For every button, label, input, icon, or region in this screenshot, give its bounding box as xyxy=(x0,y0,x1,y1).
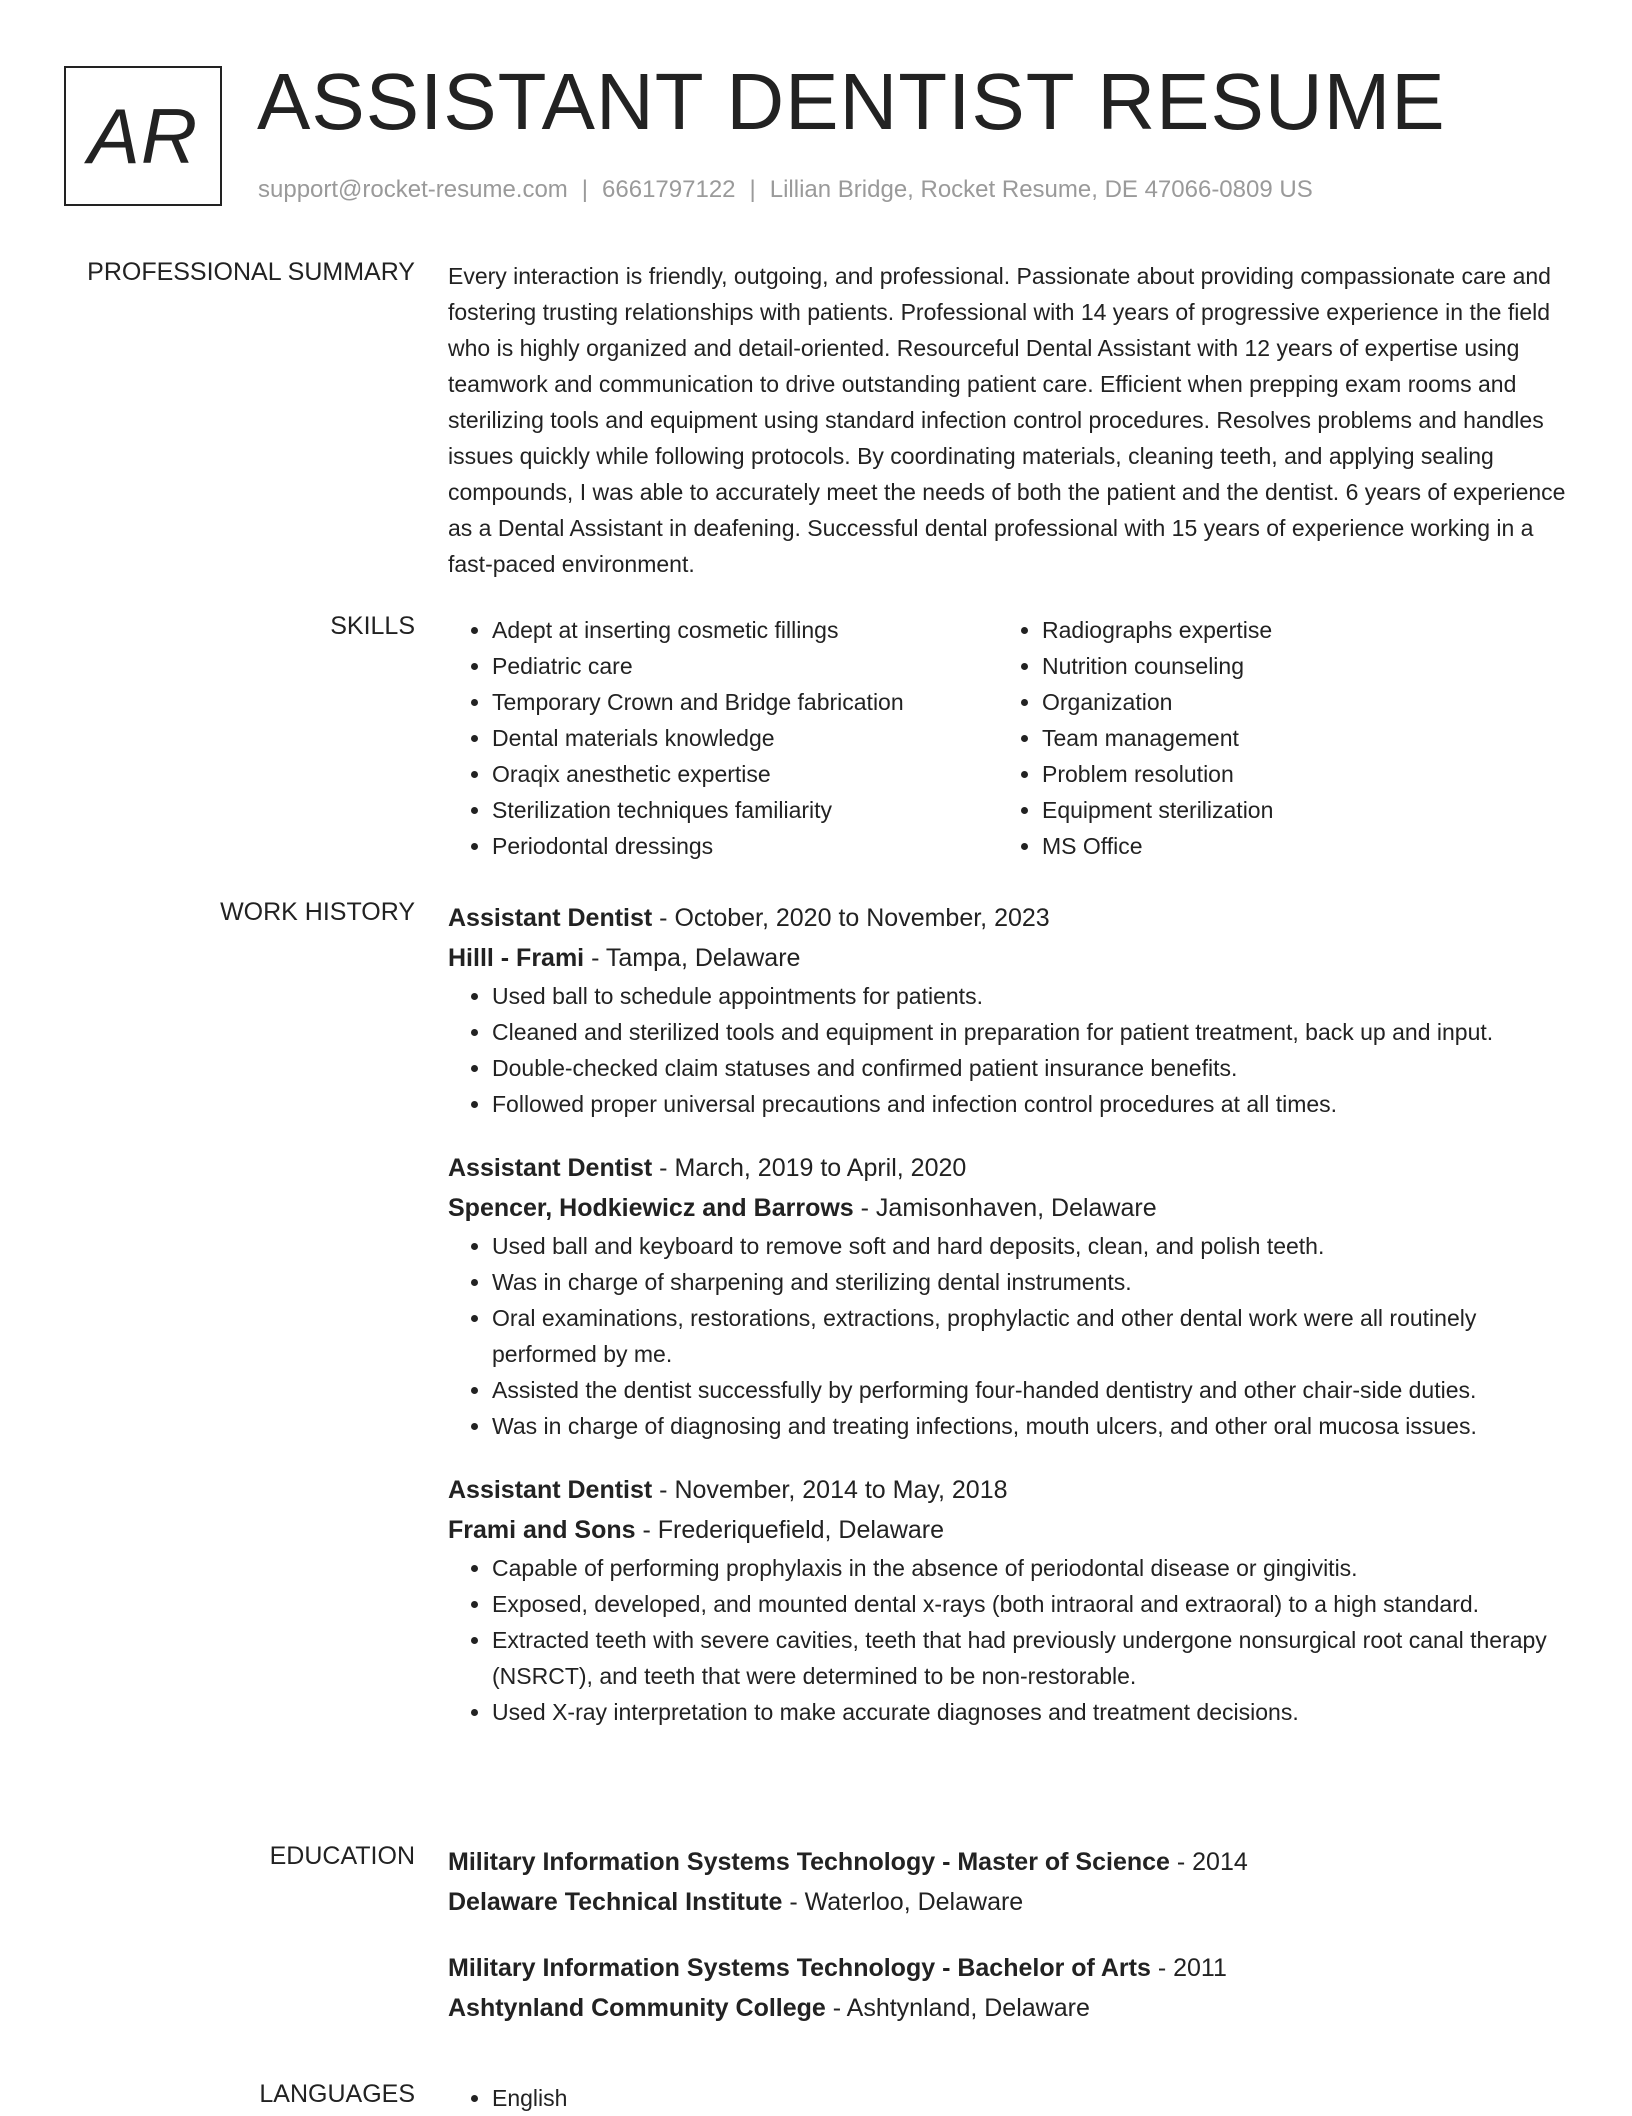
job-location: Jamisonhaven, Delaware xyxy=(875,1194,1157,1222)
skills-list-left xyxy=(448,612,998,864)
school-location: Ashtynland, Delaware xyxy=(846,1994,1090,2022)
degree-year: 2011 xyxy=(1173,1954,1227,1982)
job-bullet: • Used ball to schedule appointments for patients. xyxy=(492,978,1568,1014)
skill-item: • MS Office xyxy=(1042,828,1558,864)
job-entry xyxy=(448,1470,1568,1730)
school: Ashtynland Community College xyxy=(448,1994,826,2022)
job-bullet: • Double-checked claim statuses and confirmed patient insurance benefits. xyxy=(492,1050,1568,1086)
school-location: Waterloo, Delaware xyxy=(804,1888,1024,1916)
job-entry xyxy=(448,1148,1568,1444)
job-bullet: • Used X-ray interpretation to make accurate diagnoses and treatment decisions. xyxy=(492,1694,1568,1730)
job-title-line: Assistant Dentist - November, 2014 to May, 2018 xyxy=(448,1476,1008,1504)
contact-separator: | xyxy=(749,176,756,203)
degree-line: Military Information Systems Technology - Bachelor of Arts - 2011 xyxy=(448,1954,1227,1982)
job-bullets xyxy=(448,1550,1568,1730)
skill-item: • Pediatric care xyxy=(492,648,998,684)
job-bullet: • Exposed, developed, and mounted dental x-rays (both intraoral and extraoral) to a high standard. xyxy=(492,1586,1568,1622)
degree: Military Information Systems Technology - Master of Science xyxy=(448,1848,1170,1876)
language-item: • English xyxy=(492,2080,1568,2116)
skill-item: • Periodontal dressings xyxy=(492,828,998,864)
contact-address: Lillian Bridge, Rocket Resume, DE 47066-0809 US xyxy=(769,176,1313,203)
education-entry xyxy=(448,1948,1568,2028)
section-label-skills: SKILLS xyxy=(330,612,415,640)
skill-item: • Dental materials knowledge xyxy=(492,720,998,756)
school: Delaware Technical Institute xyxy=(448,1888,783,1916)
section-label-languages: LANGUAGES xyxy=(259,2080,415,2108)
job-bullet: • Used ball and keyboard to remove soft and hard deposits, clean, and polish teeth. xyxy=(492,1228,1568,1264)
school-line: Ashtynland Community College - Ashtynland, Delaware xyxy=(448,1994,1090,2022)
education-entry xyxy=(448,1842,1568,1922)
job-bullet: • Was in charge of diagnosing and treating infections, mouth ulcers, and other oral mucosa issues. xyxy=(492,1408,1568,1444)
job-title: Assistant Dentist xyxy=(448,1154,653,1182)
degree-year: 2014 xyxy=(1192,1848,1248,1876)
contact-phone: 6661797122 xyxy=(602,176,736,203)
skill-item: • Adept at inserting cosmetic fillings xyxy=(492,612,998,648)
job-dates: March, 2019 to April, 2020 xyxy=(674,1154,967,1182)
job-bullets xyxy=(448,1228,1568,1444)
job-company-line: Hilll - Frami - Tampa, Delaware xyxy=(448,944,801,972)
skills-list-right xyxy=(998,612,1558,864)
job-bullet: • Extracted teeth with severe cavities, teeth that had previously undergone nonsurgical root canal therapy (NSRCT), and teeth that were determined to be non-restorable. xyxy=(492,1622,1568,1694)
job-bullet: • Followed proper universal precautions and infection control procedures at all times. xyxy=(492,1086,1568,1122)
skill-item: • Nutrition counseling xyxy=(1042,648,1558,684)
job-bullets xyxy=(448,978,1568,1122)
job-dates: October, 2020 to November, 2023 xyxy=(674,904,1050,932)
contact-separator: | xyxy=(581,176,589,203)
job-title-line: Assistant Dentist - October, 2020 to November, 2023 xyxy=(448,904,1050,932)
education-list xyxy=(448,1842,1568,2054)
initials-monogram: AR xyxy=(64,66,222,206)
skill-item: • Team management xyxy=(1042,720,1558,756)
skill-item: • Sterilization techniques familiarity xyxy=(492,792,998,828)
job-company-line: Spencer, Hodkiewicz and Barrows - Jamisonhaven, Delaware xyxy=(448,1194,1157,1222)
work-history-list xyxy=(448,898,1568,1756)
job-title: Assistant Dentist xyxy=(448,904,653,932)
section-label-work: WORK HISTORY xyxy=(220,898,415,926)
contact-line xyxy=(258,176,1313,204)
job-bullet: • Was in charge of sharpening and sterilizing dental instruments. xyxy=(492,1264,1568,1300)
degree-line: Military Information Systems Technology - Master of Science - 2014 xyxy=(448,1848,1248,1876)
skill-item: • Equipment sterilization xyxy=(1042,792,1558,828)
school-line: Delaware Technical Institute - Waterloo, Delaware xyxy=(448,1888,1024,1916)
job-title: Assistant Dentist xyxy=(448,1476,653,1504)
contact-email[interactable]: support@rocket-resume.com xyxy=(258,176,568,203)
job-entry xyxy=(448,898,1568,1122)
job-bullet: • Capable of performing prophylaxis in the absence of periodontal disease or gingivitis. xyxy=(492,1550,1568,1586)
section-label-summary: PROFESSIONAL SUMMARY xyxy=(87,258,415,286)
job-company: Frami and Sons xyxy=(448,1516,636,1544)
languages-list xyxy=(448,2080,1568,2116)
job-company: Spencer, Hodkiewicz and Barrows xyxy=(448,1194,854,1222)
job-bullet: • Assisted the dentist successfully by performing four-handed dentistry and other chair-side duties. xyxy=(492,1372,1568,1408)
skill-item: • Oraqix anesthetic expertise xyxy=(492,756,998,792)
job-company-line: Frami and Sons - Frederiquefield, Delaware xyxy=(448,1516,945,1544)
skill-item: • Temporary Crown and Bridge fabrication xyxy=(492,684,998,720)
skill-item: • Problem resolution xyxy=(1042,756,1558,792)
job-title-line: Assistant Dentist - March, 2019 to April, 2020 xyxy=(448,1154,967,1182)
page-title: ASSISTANT DENTIST RESUME xyxy=(257,57,1446,146)
summary-text: Every interaction is friendly, outgoing, and professional. Passionate about providing compassionate care and fostering trusting relationships with patients. Professional with 14 years of progressive experience in the field who is highly organized and detail-oriented. Resourceful Dental Assistant with 12 years of expertise using teamwork and communication to drive outstanding patient care. Efficient when prepping exam rooms and sterilizing tools and equipment using standard infection control procedures. Resolves problems and handles issues quickly while following protocols. By coordinating materials, cleaning teeth, and applying sealing compounds, I was able to accurately meet the needs of both the patient and the dentist. 6 years of experience as a Dental Assistant in deafening. Successful dental professional with 15 years of experience working in a fast-paced environment. xyxy=(448,263,1566,577)
job-location: Frederiquefield, Delaware xyxy=(657,1516,945,1544)
job-dates: November, 2014 to May, 2018 xyxy=(674,1476,1008,1504)
skill-item: • Radiographs expertise xyxy=(1042,612,1558,648)
job-location: Tampa, Delaware xyxy=(605,944,801,972)
job-bullet: • Oral examinations, restorations, extractions, prophylactic and other dental work were all routinely performed by me. xyxy=(492,1300,1568,1372)
degree: Military Information Systems Technology - Bachelor of Arts xyxy=(448,1954,1151,1982)
skill-item: • Organization xyxy=(1042,684,1558,720)
job-bullet: • Cleaned and sterilized tools and equipment in preparation for patient treatment, back up and input. xyxy=(492,1014,1568,1050)
section-label-education: EDUCATION xyxy=(269,1842,415,1870)
job-company: Hilll - Frami xyxy=(448,944,585,972)
